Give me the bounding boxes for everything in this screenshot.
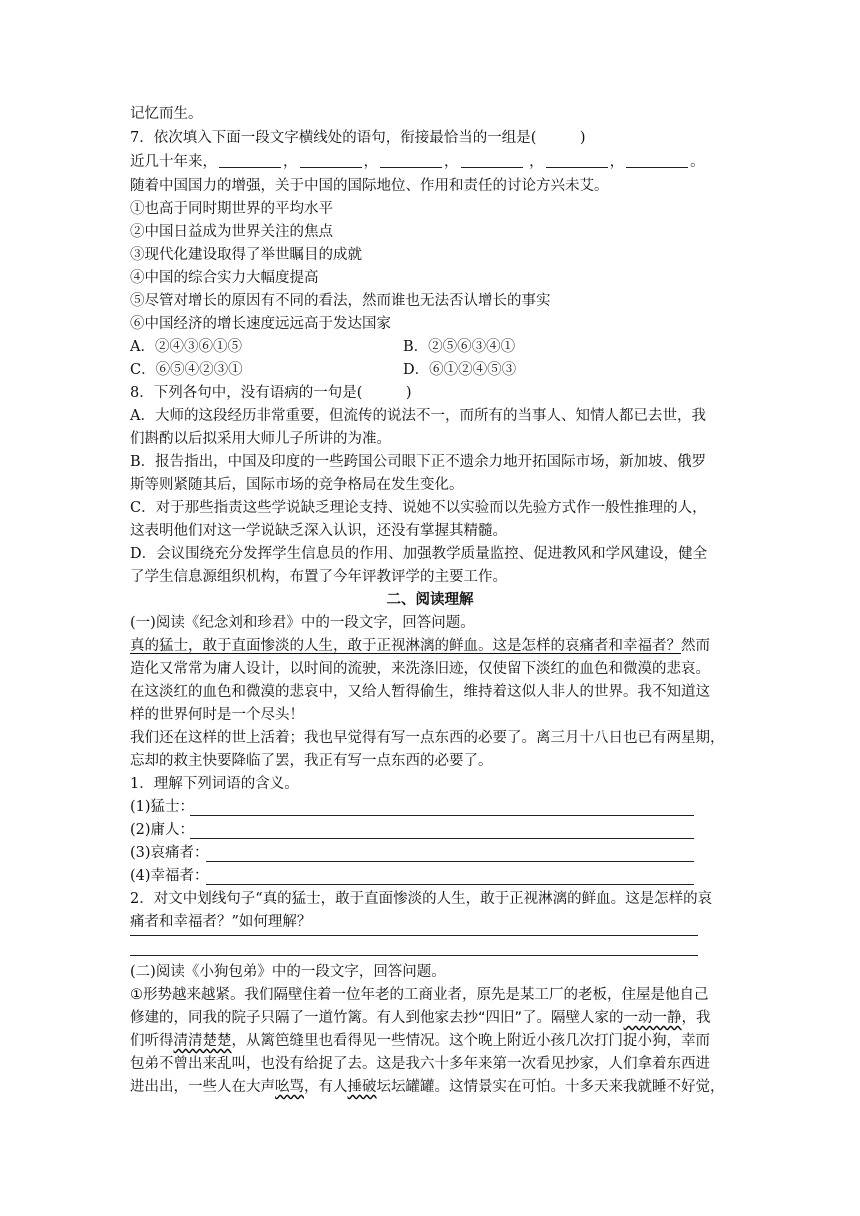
term-xingfuzhe-label: (4)幸福者： xyxy=(130,868,209,884)
answer-line[interactable] xyxy=(206,861,694,862)
text-line: 记忆而生。 xyxy=(130,106,203,122)
part1-intro: (一)阅读《纪念刘和珍君》中的一段文字，回答问题。 xyxy=(130,615,475,631)
question-7-stem: 7．依次填入下面一段文字横线处的语句，衔接最恰当的一组是( ) xyxy=(130,130,586,146)
passage-text: ，有人 xyxy=(304,1079,348,1095)
part2-intro: (二)阅读《小狗包弟》中的一段文字，回答问题。 xyxy=(130,964,446,980)
q8-option-a-line1: A．大师的这段经历非常重要，但流传的说法不一，而所有的当事人、知情人都已去世，我 xyxy=(130,408,706,424)
passage1-line1 xyxy=(130,636,710,656)
q7-option-d: D．⑥①②④⑤③ xyxy=(403,362,517,378)
passage-text: 们听得 xyxy=(130,1033,174,1049)
q8-option-a-line2: 们斟酌以后拟采用大师儿子所讲的为准。 xyxy=(130,431,391,447)
passage2-line1: ①形势越来越紧。我们隔壁住着一位年老的工商业者，原先是某工厂的老板，住屋是他自己 xyxy=(130,987,709,1003)
passage1-line4: 样的世界何时是一个尽头！ xyxy=(130,707,304,723)
q8-option-d-line1: D．会议围绕充分发挥学生信息员的作用、加强教学质量监控、促进教风和学风建设，健全 xyxy=(130,546,708,562)
q7-item-1: ①也高于同时期世界的平均水平 xyxy=(130,201,333,217)
q8-option-c-line2: 这表明他们对这一学说缺乏深入认识，还没有掌握其精髓。 xyxy=(130,523,507,539)
marked-phrase: 吆骂 xyxy=(275,1079,304,1095)
answer-line[interactable] xyxy=(206,884,694,885)
term-yongren-label: (2)庸人： xyxy=(130,822,195,838)
marked-phrase: 清清楚楚 xyxy=(173,1033,232,1049)
passage1-line5: 我们还在这样的世上活着；我也早觉得有写一点东西的必要了。离三月十八日也已有两星期， xyxy=(130,730,725,746)
part1-question-1: 1．理解下列词语的含义。 xyxy=(130,776,299,792)
term-aitongzhe-label: (3)哀痛者： xyxy=(130,845,209,861)
underlined-sentence: 真的猛士，敢于直面惨淡的人生，敢于正视淋漓的鲜血。这是怎样的哀痛者和幸福者？ xyxy=(130,638,681,654)
question-8-stem: 8．下列各句中，没有语病的一句是( ) xyxy=(130,385,412,401)
fill-blank-2 xyxy=(300,153,362,168)
passage-start: 近几十年来， xyxy=(130,154,217,170)
q7-item-6: ⑥中国经济的增长速度远远高于发达国家 xyxy=(130,316,391,332)
answer-line[interactable] xyxy=(190,815,694,816)
passage2-line5 xyxy=(130,1077,725,1097)
q8-option-b-line1: B．报告指出，中国及印度的一些跨国公司眼下正不遗余力地开拓国际市场，新加坡、俄罗 xyxy=(130,454,707,470)
q7-item-4: ④中国的综合实力大幅度提高 xyxy=(130,270,319,286)
answer-line[interactable] xyxy=(130,955,698,956)
marked-phrase: 捶破 xyxy=(347,1079,377,1095)
marked-phrase: 一动一静 xyxy=(623,1010,682,1026)
q7-item-5: ⑤尽管对增长的原因有不同的看法，然而谁也无法否认增长的事实 xyxy=(130,293,551,309)
passage2-line3 xyxy=(130,1031,710,1051)
passage2-line2 xyxy=(130,1008,711,1028)
passage1-line6: 忘却的救主快要降临了罢，我正有写一点东西的必要了。 xyxy=(130,753,493,769)
passage-text: ，我 xyxy=(681,1010,711,1026)
q7-option-c: C．⑥⑤④②③① xyxy=(130,362,243,378)
part1-question-2-line2: 痛者和幸福者？”如何理解？ xyxy=(130,914,312,930)
answer-line[interactable] xyxy=(130,935,698,936)
passage-text: 坛坛罐罐。这情景实在可怕。十多天来我就睡不好觉， xyxy=(376,1079,725,1095)
passage-text: ，从篱笆缝里也看得见一些情况。这个晚上附近小孩几次打门捉小狗，幸而 xyxy=(231,1033,710,1049)
q8-option-d-line2: 了学生信息源组织机构，布置了今年评教评学的主要工作。 xyxy=(130,569,507,585)
term-mengshi-label: (1)猛士： xyxy=(130,799,195,815)
question-7-passage: 随着中国国力的增强，关于中国的国际地位、作用和责任的讨论方兴未艾。 xyxy=(130,178,609,194)
fill-blank-5 xyxy=(546,153,608,168)
q8-option-c-line1: C．对于那些指责这些学说缺乏理论支持、说她不以实验而以先验方式作一般性推理的人， xyxy=(130,500,707,516)
question-7-passage-blanks: 近几十年来， ， ， ， ， ， 。 xyxy=(130,154,705,170)
passage1-line3: 在这淡红的血色和微漠的悲哀中，又给人暂得偷生，维持着这似人非人的世界。我不知道这 xyxy=(130,684,710,700)
part1-question-2-line1: 2．对文中划线句子“真的猛士，敢于直面惨淡的人生，敢于正视淋漓的鲜血。这是怎样的哀 xyxy=(130,891,713,907)
q8-option-b-line2: 斯等则紧随其后，国际市场的竞争格局在发生变化。 xyxy=(130,477,464,493)
q7-item-2: ②中国日益成为世界关注的焦点 xyxy=(130,224,333,240)
fill-blank-1 xyxy=(219,153,281,168)
passage1-line2: 造化又常常为庸人设计，以时间的流驶，来洗涤旧迹，仅使留下淡红的血色和微漠的悲哀。 xyxy=(130,661,710,677)
fill-blank-4 xyxy=(461,153,523,168)
fill-blank-6 xyxy=(626,153,688,168)
passage2-line4: 包弟不曾出来乱叫，也没有给捉了去。这是我六十多年来第一次看见抄家，人们拿着东西进 xyxy=(130,1056,710,1072)
passage-text: 修建的，同我的院子只隔了一道竹篱。有人到他家去抄“四旧”了。隔壁人家的 xyxy=(130,1010,624,1026)
answer-line[interactable] xyxy=(190,838,694,839)
passage-text: 然而 xyxy=(681,638,710,654)
q7-item-3: ③现代化建设取得了举世瞩目的成就 xyxy=(130,247,362,263)
q7-option-a: A．②④③⑥①⑤ xyxy=(130,339,242,355)
section-heading: 二、阅读理解 xyxy=(386,591,474,608)
passage-text: 进出出，一些人在大声 xyxy=(130,1079,275,1095)
q7-option-b: B．②⑤⑥③④① xyxy=(403,339,516,355)
fill-blank-3 xyxy=(380,153,442,168)
